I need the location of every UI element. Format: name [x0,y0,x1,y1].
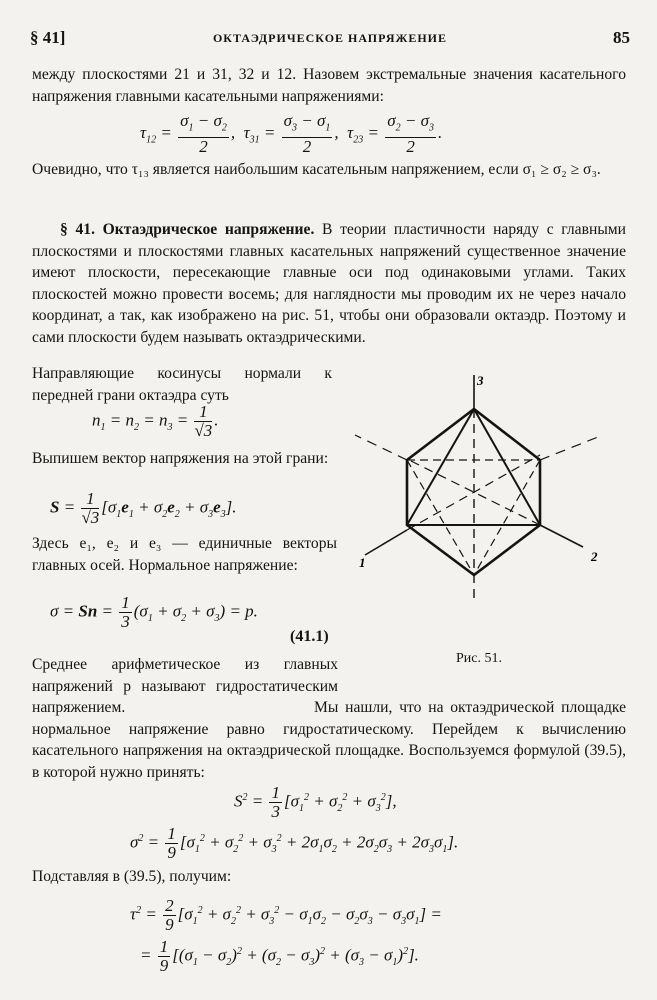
figure-caption: Рис. 51. [456,651,502,666]
paragraph-3 [32,219,626,348]
octahedron-figure [345,365,615,645]
equation-s-squared: $S^2$ = $\frac{1}{3}$ $[\sigma_1^2 + \sigma_2^2 + \sigma_3^2]$, [234,783,397,821]
running-header [30,28,630,52]
equation-normal-stress: σ = Sn = $\frac{1}{3}$ $(\sigma_1 + \sigma_2 + \sigma_3) = p$. [50,593,258,631]
paragraph-1: между плоскостями 21 и 31, 32 и 12. Назовем экстремальные значения касательного напряжения главными касательными напряжениями: [32,66,626,105]
axis-2-back [540,435,603,460]
equation-cosines: $n_1 = n_2 = n_3$ = $\frac{1}{√3}$ . [92,402,219,440]
page-number: 85 [613,28,630,47]
equation-tau-squared-2: = $\frac{1}{9}$ $[(\sigma_1 - \sigma_2)^2 + (\sigma_2 - \sigma_3)^2 + (\sigma_3 - \sigma_1)^2]$. [140,937,419,975]
axis-label-1: 1 [359,555,366,570]
paragraph-3-text: В теории пластичности наряду с главными плоскостями и плоскостями главных касательных напряжений существенное значение имеют плоскости, пересекающие главные оси под одинаковыми углами. Таких плоскостей можно провести восемь; для наглядности мы проводим их не через начало координат, а так, как изображено на рис. 51, чтобы они образовали октаэдр. Поэтому и сами плоскости будем называть октаэдрическими. [32,221,627,346]
equation-tau-squared-1: $\tau^2$ = $\frac{2}{9}$ $[\sigma_1^2 + \sigma_2^2 + \sigma_3^2 - \sigma_1\sigma_2 - \sigma_2\sigma_3 - \sigma_3\sigma_1]$ = [130,896,442,934]
header-title: ОКТАЭДРИЧЕСКОЕ НАПРЯЖЕНИЕ [212,31,448,45]
paragraph-6: Здесь e₁, e₂ и e₃ — единичные векторы главных осей. Нормальное напряжение: [32,535,337,574]
equation-principal-shear: $\tau_{12}$ = $\frac{\sigma_1 - \sigma_2}{2}$ , $\tau_{31}$ = $\frac{\sigma_3 - \sigma_1}{2}$ , $\tau_{23}$ = $\frac{\sigma_2 - \sigma_3}{2}$ . [140,111,443,157]
paragraph-2: Очевидно, что τ₁₃ является наибольшим касательным напряжением, если σ₁ ≥ σ₂ ≥ σ₃. [32,161,601,178]
edge-hidden [474,460,540,575]
paragraph-7: Среднее арифметическое из главных напряжений p называют гидростатическим напряжением. [32,656,338,716]
axis-label-3: 3 [477,373,484,388]
equation-number: (41.1) [290,628,329,645]
axis-2 [540,525,583,547]
equation-sigma-squared: $\sigma^2$ = $\frac{1}{9}$ $[\sigma_1^2 + \sigma_2^2 + \sigma_3^2 + 2\sigma_1\sigma_2 + 2\sigma_2\sigma_3 + 2\sigma_3\sigma_1]$. [130,824,459,862]
paragraph-8: Мы нашли, что на октаэдрической площадке нормальное напряжение равно гидростатическому. Перейдем к вычислению касательного напряжения на октаэдрической площадке. Воспользуемся формулой (39.5), в которой нужно принять: [32,699,626,781]
header-section: § 41] [30,28,66,47]
paragraph-5: Выпишем вектор напряжения на этой грани: [32,450,329,467]
equation-stress-vector: S = $\frac{1}{√3}$ $[\sigma_1e_1 + \sigma_2e_2 + \sigma_3e_3]$. [50,489,237,527]
edge [474,409,540,525]
edge-hidden [407,460,474,575]
axis-label-2: 2 [591,549,598,564]
axis-1 [365,530,407,555]
paragraph-9: Подставляя в (39.5), получим: [32,868,232,885]
paragraph-4: Направляющие косинусы нормали к передней грани октаэдра суть [32,365,332,404]
axis-1-back [355,435,407,460]
edge [407,409,474,525]
section-title: § 41. Октаэдрическое напряжение. [60,221,315,238]
